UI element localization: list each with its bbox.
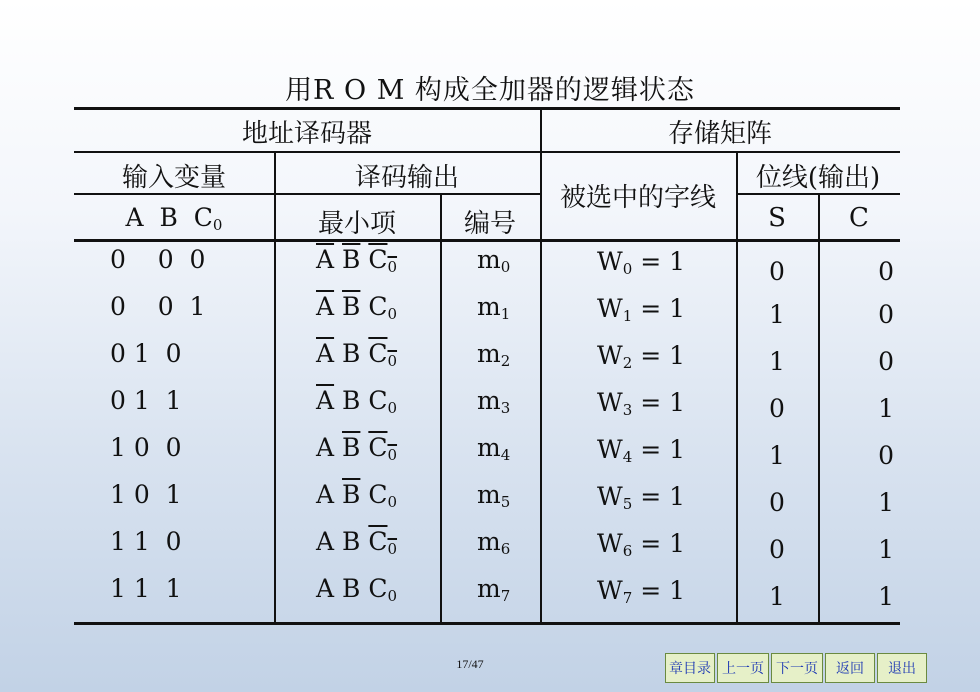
minterm-expression xyxy=(316,339,397,368)
minterm-expression xyxy=(316,480,397,509)
minterm-expression xyxy=(316,292,397,321)
minterm-literal: $\overline{B}$ xyxy=(342,245,361,274)
minterm-literal: $\overline{A}$ xyxy=(316,386,335,415)
word-line: $W_2 = 1$ xyxy=(597,341,685,372)
chapter-toc-button[interactable]: 章目录 xyxy=(665,653,715,683)
input-values: 1 0 1 xyxy=(110,480,182,509)
exit-button[interactable]: 退出 xyxy=(877,653,927,683)
minterm-expression xyxy=(316,527,397,556)
input-values: 1 0 0 xyxy=(110,433,182,462)
input-values: 1 1 0 xyxy=(110,527,182,556)
minterm-literal: A xyxy=(316,574,335,603)
minterm-literal: $\overline{A}$ xyxy=(316,292,335,321)
minterm-literal: $C_0$ xyxy=(368,480,398,511)
output-c: 1 xyxy=(878,394,894,423)
minterm-expression xyxy=(316,386,397,415)
header-number: 编号 xyxy=(463,209,516,239)
word-line: $W_6 = 1$ xyxy=(597,529,685,560)
minterm-number: $m_1$ xyxy=(477,292,511,323)
header-bit-line-output: 位线(输出) xyxy=(755,163,881,193)
header-address-decoder: 地址译码器 xyxy=(241,119,372,149)
minterm-literal: $\overline{A}$ xyxy=(316,245,335,274)
output-s: 0 xyxy=(769,488,785,517)
minterm-number: $m_0$ xyxy=(477,245,511,276)
input-values: 0 0 0 xyxy=(110,245,206,274)
table-rule xyxy=(74,151,900,153)
minterm-expression xyxy=(316,245,397,274)
output-c: 0 xyxy=(878,257,894,286)
minterm-number: $m_6$ xyxy=(477,527,511,558)
minterm-number: $m_2$ xyxy=(477,339,511,370)
minterm-literal: $\overline{B}$ xyxy=(342,480,361,509)
back-button[interactable]: 返回 xyxy=(825,653,875,683)
word-line: $W_4 = 1$ xyxy=(597,435,685,466)
header-selected-word-line: 被选中的字线 xyxy=(559,183,716,213)
header-minterm: 最小项 xyxy=(317,209,396,239)
output-s: 0 xyxy=(769,257,785,286)
output-s: 1 xyxy=(769,347,785,376)
table-bottom-rule xyxy=(74,622,900,625)
minterm-number: $m_4$ xyxy=(477,433,511,464)
input-values: 0 1 1 xyxy=(110,386,182,415)
header-c: C xyxy=(849,203,869,233)
minterm-literal: $C_0$ xyxy=(368,433,398,464)
output-c: 0 xyxy=(878,441,894,470)
header-decode-output: 译码输出 xyxy=(354,163,459,193)
page-number: 17/47 xyxy=(456,657,484,671)
minterm-number: $m_3$ xyxy=(477,386,511,417)
output-s: 1 xyxy=(769,300,785,329)
minterm-literal: A xyxy=(316,480,335,509)
output-c: 1 xyxy=(878,582,894,611)
minterm-literal: $C_0$ xyxy=(368,574,398,605)
minterm-number: $m_5$ xyxy=(477,480,511,511)
minterm-literal: $C_0$ xyxy=(368,386,398,417)
header-input-vars: 输入变量 xyxy=(121,163,226,193)
output-c: 1 xyxy=(878,535,894,564)
output-c: 1 xyxy=(878,488,894,517)
minterm-literal: $C_0$ xyxy=(368,527,398,558)
output-s: 0 xyxy=(769,394,785,423)
output-s: 1 xyxy=(769,441,785,470)
nav-bar xyxy=(665,653,927,683)
input-values: 1 1 1 xyxy=(110,574,182,603)
word-line: $W_1 = 1$ xyxy=(597,294,685,325)
minterm-literal: $C_0$ xyxy=(368,292,398,323)
prev-page-button[interactable]: 上一页 xyxy=(717,653,769,683)
header-s: S xyxy=(768,203,786,233)
word-line: $W_7 = 1$ xyxy=(597,576,685,607)
minterm-literal: $C_0$ xyxy=(368,339,398,370)
word-line: $W_3 = 1$ xyxy=(597,388,685,419)
minterm-literal: $\overline{B}$ xyxy=(342,292,361,321)
header-abc: A B $C_0$ xyxy=(125,203,223,234)
output-s: 1 xyxy=(769,582,785,611)
output-s: 0 xyxy=(769,535,785,564)
minterm-literal: $C_0$ xyxy=(368,245,398,276)
output-c: 0 xyxy=(878,347,894,376)
minterm-expression xyxy=(316,433,397,462)
minterm-literal: $\overline{A}$ xyxy=(316,339,335,368)
word-line: $W_0 = 1$ xyxy=(597,247,685,278)
output-c: 0 xyxy=(878,300,894,329)
table-top-rule xyxy=(74,107,900,110)
truth-table xyxy=(74,107,900,625)
header-abc-label: A B C xyxy=(125,203,213,232)
minterm-literal: B xyxy=(342,574,361,603)
input-values: 0 0 1 xyxy=(110,292,206,321)
minterm-expression xyxy=(316,574,397,603)
minterm-number: $m_7$ xyxy=(477,574,511,605)
input-values: 0 1 0 xyxy=(110,339,182,368)
minterm-literal: $\overline{B}$ xyxy=(342,433,361,462)
minterm-literal: B xyxy=(342,339,361,368)
next-page-button[interactable]: 下一页 xyxy=(771,653,823,683)
table-col-rule xyxy=(440,193,442,624)
word-line: $W_5 = 1$ xyxy=(597,482,685,513)
minterm-literal: A xyxy=(316,433,335,462)
page-title: 用R O M 构成全加器的逻辑状态 xyxy=(285,75,695,106)
header-storage-matrix: 存储矩阵 xyxy=(667,119,772,149)
minterm-literal: A xyxy=(316,527,335,556)
minterm-literal: B xyxy=(342,386,361,415)
minterm-literal: B xyxy=(342,527,361,556)
